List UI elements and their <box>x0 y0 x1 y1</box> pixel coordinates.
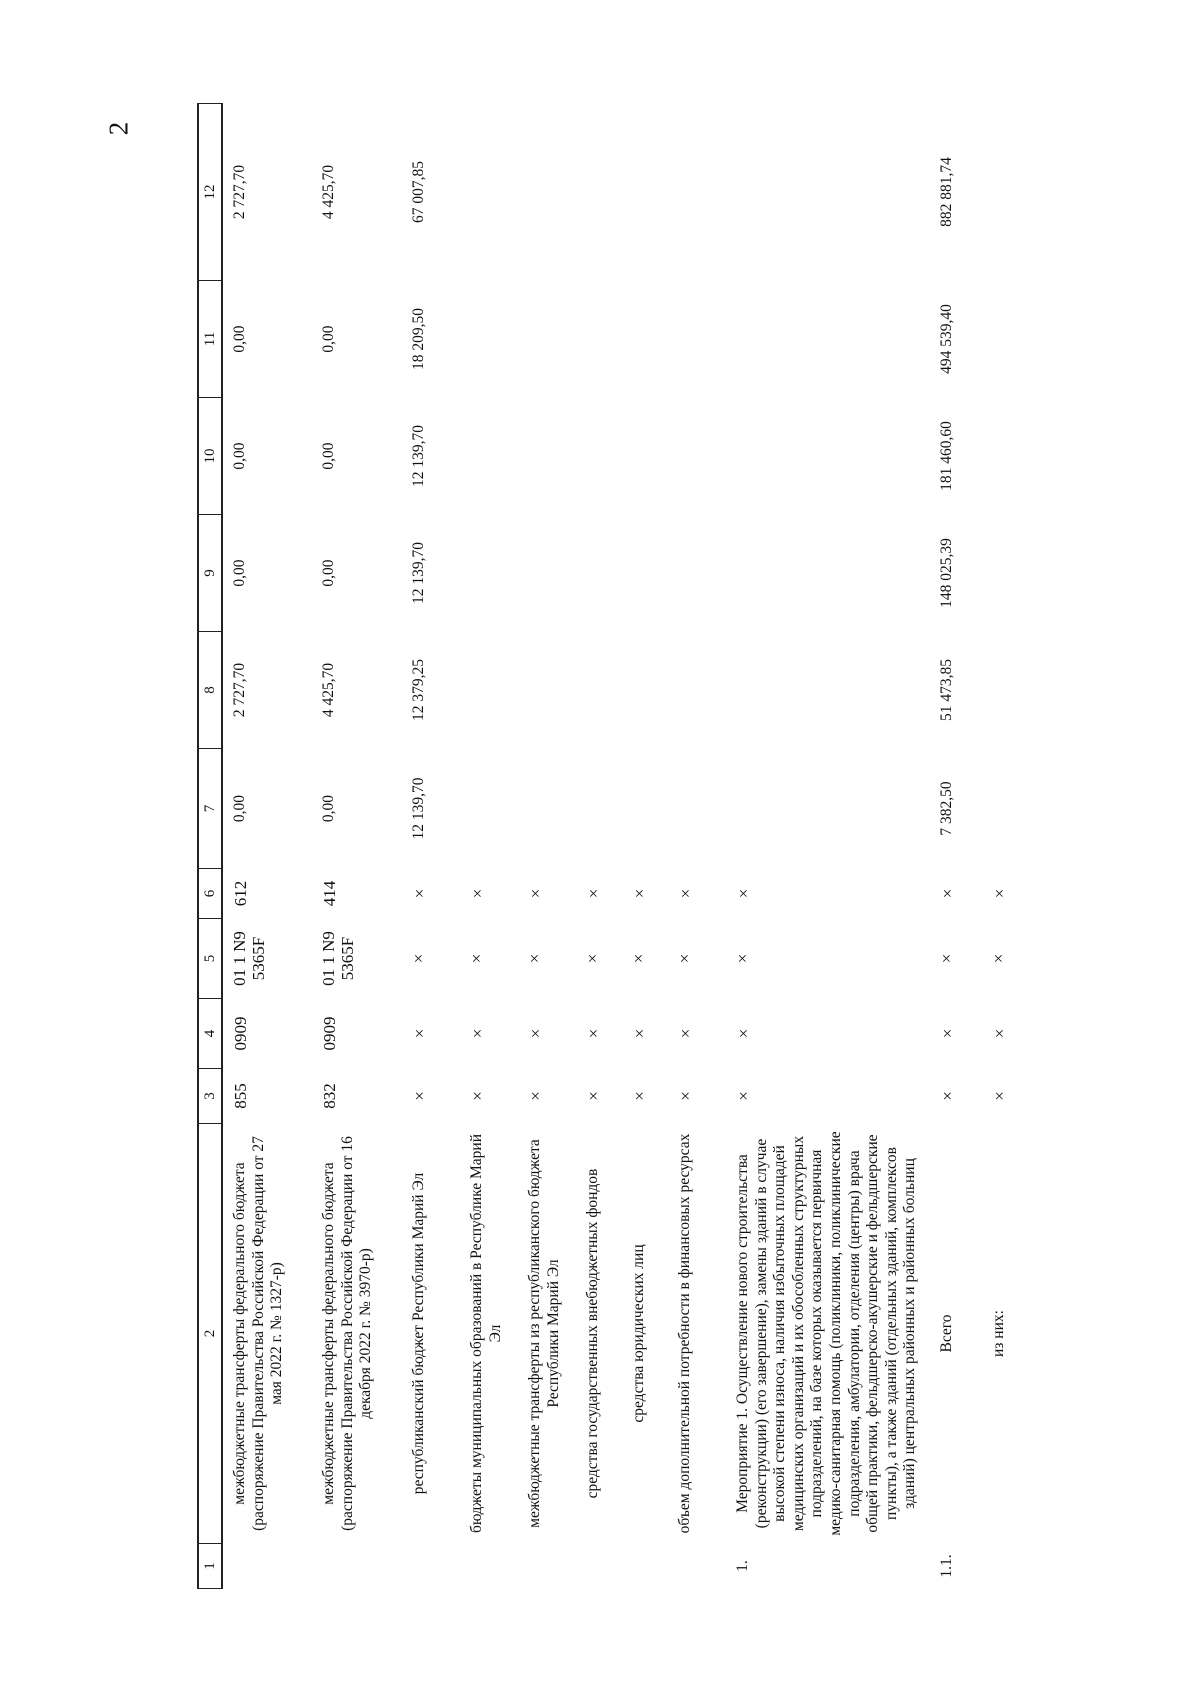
cell-c10 <box>460 398 518 515</box>
cell-c12 <box>726 104 930 281</box>
cell-c8 <box>518 632 576 749</box>
cell-c8: 2 727,70 <box>231 662 248 718</box>
cell-c10: 12 139,70 <box>410 425 427 487</box>
cell-c10: 0,00 <box>231 442 248 470</box>
col-header-2: 2 <box>198 1124 222 1544</box>
cell-c3: 832 <box>320 1083 339 1109</box>
budget-table <box>197 103 1028 1589</box>
cell-c6: × <box>937 888 957 899</box>
col-header-7: 7 <box>198 749 222 869</box>
cell-c6: × <box>468 888 487 899</box>
cell-name: средства государственных внебюджетных фондов <box>584 1168 601 1499</box>
cell-c5: × <box>583 953 602 964</box>
cell-c6: × <box>410 888 429 899</box>
cell-c9: 12 139,70 <box>410 542 427 604</box>
cell-c5: × <box>629 953 648 964</box>
cell-c8: 12 379,25 <box>410 659 427 721</box>
cell-c3: × <box>734 1091 753 1101</box>
cell-c12: 67 007,85 <box>410 161 427 223</box>
cell-c11 <box>460 281 518 398</box>
cell-c8 <box>460 632 518 749</box>
page-number: 2 <box>103 121 134 136</box>
cell-c3: × <box>584 1091 603 1101</box>
cell-c3: × <box>676 1091 695 1101</box>
cell-num <box>622 1544 668 1589</box>
cell-c6: 414 <box>320 880 339 907</box>
cell-c5: 01 1 N9 5365F <box>319 931 357 986</box>
cell-c3: 855 <box>231 1083 250 1109</box>
cell-name: межбюджетные трансферты федерального бюджета (распоряжение Правительства Российской Федерации от 27 мая 2022 г. № 1327-р) <box>231 1136 286 1531</box>
cell-num <box>576 1544 622 1589</box>
cell-c8 <box>982 632 1028 749</box>
rotated-table-container <box>197 104 1037 1589</box>
col-header-1: 1 <box>198 1544 222 1589</box>
cell-c12 <box>576 104 622 281</box>
cell-c12 <box>982 104 1028 281</box>
cell-name: межбюджетные трансферты из республиканского бюджета Республики Марий Эл <box>526 1139 562 1528</box>
cell-c11: 0,00 <box>231 325 248 353</box>
cell-c10 <box>668 398 726 515</box>
cell-c11: 494 539,40 <box>937 304 955 374</box>
table-row <box>668 104 726 1589</box>
cell-name: средства юридических лиц <box>630 1244 647 1423</box>
cell-c4: × <box>989 1028 1009 1039</box>
cell-c5: 01 1 N9 5365F <box>230 931 268 986</box>
cell-c3: × <box>989 1091 1009 1101</box>
col-header-12: 12 <box>198 104 222 281</box>
cell-c12: 4 425,70 <box>320 164 337 220</box>
cell-c12: 882 881,74 <box>937 157 955 227</box>
cell-num <box>312 1544 402 1589</box>
cell-c10 <box>576 398 622 515</box>
cell-c10 <box>622 398 668 515</box>
col-header-10: 10 <box>198 398 222 515</box>
cell-c9: 0,00 <box>320 559 337 587</box>
cell-c5: × <box>936 953 956 964</box>
cell-c6: × <box>584 888 603 899</box>
table-row <box>222 104 312 1589</box>
cell-c8: 51 473,85 <box>937 659 955 721</box>
cell-c3: × <box>630 1091 649 1101</box>
cell-c11 <box>518 281 576 398</box>
col-header-11: 11 <box>198 281 222 398</box>
cell-c8 <box>668 632 726 749</box>
cell-c9 <box>622 515 668 632</box>
col-header-5: 5 <box>198 919 222 999</box>
col-header-4: 4 <box>198 999 222 1069</box>
cell-num <box>460 1544 518 1589</box>
cell-c10 <box>726 398 930 515</box>
cell-c10 <box>518 398 576 515</box>
col-header-9: 9 <box>198 515 222 632</box>
cell-c12: 2 727,70 <box>231 164 248 220</box>
cell-c7: 0,00 <box>320 794 337 823</box>
cell-c8 <box>576 632 622 749</box>
table-row <box>312 104 402 1589</box>
cell-c11: 18 209,50 <box>410 308 427 370</box>
cell-c5: × <box>733 953 752 964</box>
cell-c9 <box>668 515 726 632</box>
cell-c10: 0,00 <box>320 442 337 470</box>
cell-c10: 181 460,60 <box>937 421 955 491</box>
cell-c6: × <box>989 888 1009 899</box>
cell-num <box>222 1544 312 1589</box>
cell-c10 <box>982 398 1028 515</box>
cell-c12 <box>622 104 668 281</box>
cell-c12 <box>668 104 726 281</box>
cell-c5: × <box>675 953 694 964</box>
cell-c7: 12 139,70 <box>410 777 427 840</box>
cell-c5: × <box>409 953 428 964</box>
cell-num <box>668 1544 726 1589</box>
table-row <box>930 104 982 1589</box>
cell-name: Всего <box>937 1314 955 1353</box>
cell-c6: × <box>630 888 649 899</box>
table-row <box>726 104 930 1589</box>
cell-name: республиканский бюджет Республики Марий Эл <box>410 1172 427 1495</box>
cell-c12 <box>518 104 576 281</box>
cell-c8 <box>622 632 668 749</box>
cell-num <box>982 1544 1028 1589</box>
table-row <box>518 104 576 1589</box>
cell-c3: × <box>410 1091 429 1101</box>
cell-name: из них: <box>989 1310 1007 1357</box>
cell-c6: × <box>676 888 695 899</box>
cell-c3: × <box>937 1091 957 1101</box>
cell-c5: × <box>988 953 1008 964</box>
table-row <box>982 104 1028 1589</box>
cell-c5: × <box>467 953 486 964</box>
cell-c11 <box>576 281 622 398</box>
cell-c7: 7 382,50 <box>937 781 955 836</box>
cell-c7: 0,00 <box>231 794 248 823</box>
cell-c12 <box>460 104 518 281</box>
table-row <box>576 104 622 1589</box>
cell-c7 <box>668 749 726 869</box>
cell-c4: 0909 <box>231 1016 250 1051</box>
cell-c7 <box>982 749 1028 869</box>
col-header-6: 6 <box>198 869 222 919</box>
cell-c9: 0,00 <box>231 559 248 587</box>
cell-c9 <box>460 515 518 632</box>
cell-c4: × <box>410 1028 429 1039</box>
cell-c9 <box>982 515 1028 632</box>
cell-c11 <box>668 281 726 398</box>
cell-c8 <box>726 632 930 749</box>
cell-num <box>518 1544 576 1589</box>
cell-c7 <box>726 749 930 869</box>
cell-c5: × <box>525 953 544 964</box>
cell-c7 <box>622 749 668 869</box>
cell-c9 <box>726 515 930 632</box>
cell-c7 <box>460 749 518 869</box>
cell-c3: × <box>468 1091 487 1101</box>
budget-table-body <box>222 104 1028 1589</box>
col-header-3: 3 <box>198 1069 222 1124</box>
cell-num: 1. <box>734 1560 751 1572</box>
cell-c3: × <box>526 1091 545 1101</box>
cell-c6: × <box>526 888 545 899</box>
table-row <box>622 104 668 1589</box>
col-header-8: 8 <box>198 632 222 749</box>
cell-c4: × <box>468 1028 487 1039</box>
cell-c11: 0,00 <box>320 325 337 353</box>
cell-c8: 4 425,70 <box>320 662 337 718</box>
cell-c4: × <box>584 1028 603 1039</box>
cell-name: межбюджетные трансферты федерального бюджета (распоряжение Правительства Российской Федерации от 16 декабря 2022 г. № 3970-р) <box>320 1136 375 1531</box>
cell-c9 <box>576 515 622 632</box>
cell-c4: × <box>937 1028 957 1039</box>
cell-c7 <box>518 749 576 869</box>
cell-num: 1.1. <box>937 1554 955 1578</box>
cell-c7 <box>576 749 622 869</box>
cell-c11 <box>622 281 668 398</box>
cell-c9 <box>518 515 576 632</box>
cell-c9: 148 025,39 <box>937 538 955 608</box>
cell-c4: × <box>734 1028 753 1039</box>
cell-c6: 612 <box>231 880 250 907</box>
cell-name: Мероприятие 1. Осуществление нового строительства (реконструкции) (его завершение), замены зданий в случае высокой степени износа, наличия избыточных площадей медицинских организаций и их обособленных структурных подразделений, на базе которых оказывается первичная медико-санитарная помощь (поликлиники, поликлинические подразделения, амбулатории, отделения (центры) врача общей практики, фельдшерско-акушерские и фельдшерские пункты), а также зданий (отдельных зданий, комплексов зданий) центральных районных и районных больниц <box>734 1131 919 1536</box>
column-number-row <box>198 104 222 1589</box>
cell-c6: × <box>734 888 753 899</box>
table-row <box>402 104 460 1589</box>
cell-name: объем дополнительной потребности в финансовых ресурсах <box>676 1133 693 1534</box>
cell-c11 <box>726 281 930 398</box>
cell-c4: 0909 <box>320 1016 339 1051</box>
cell-c4: × <box>526 1028 545 1039</box>
cell-c4: × <box>676 1028 695 1039</box>
cell-c11 <box>982 281 1028 398</box>
cell-num <box>402 1544 460 1589</box>
table-row <box>460 104 518 1589</box>
cell-c4: × <box>630 1028 649 1039</box>
cell-name: бюджеты муниципальных образований в Республике Марий Эл <box>468 1133 504 1534</box>
